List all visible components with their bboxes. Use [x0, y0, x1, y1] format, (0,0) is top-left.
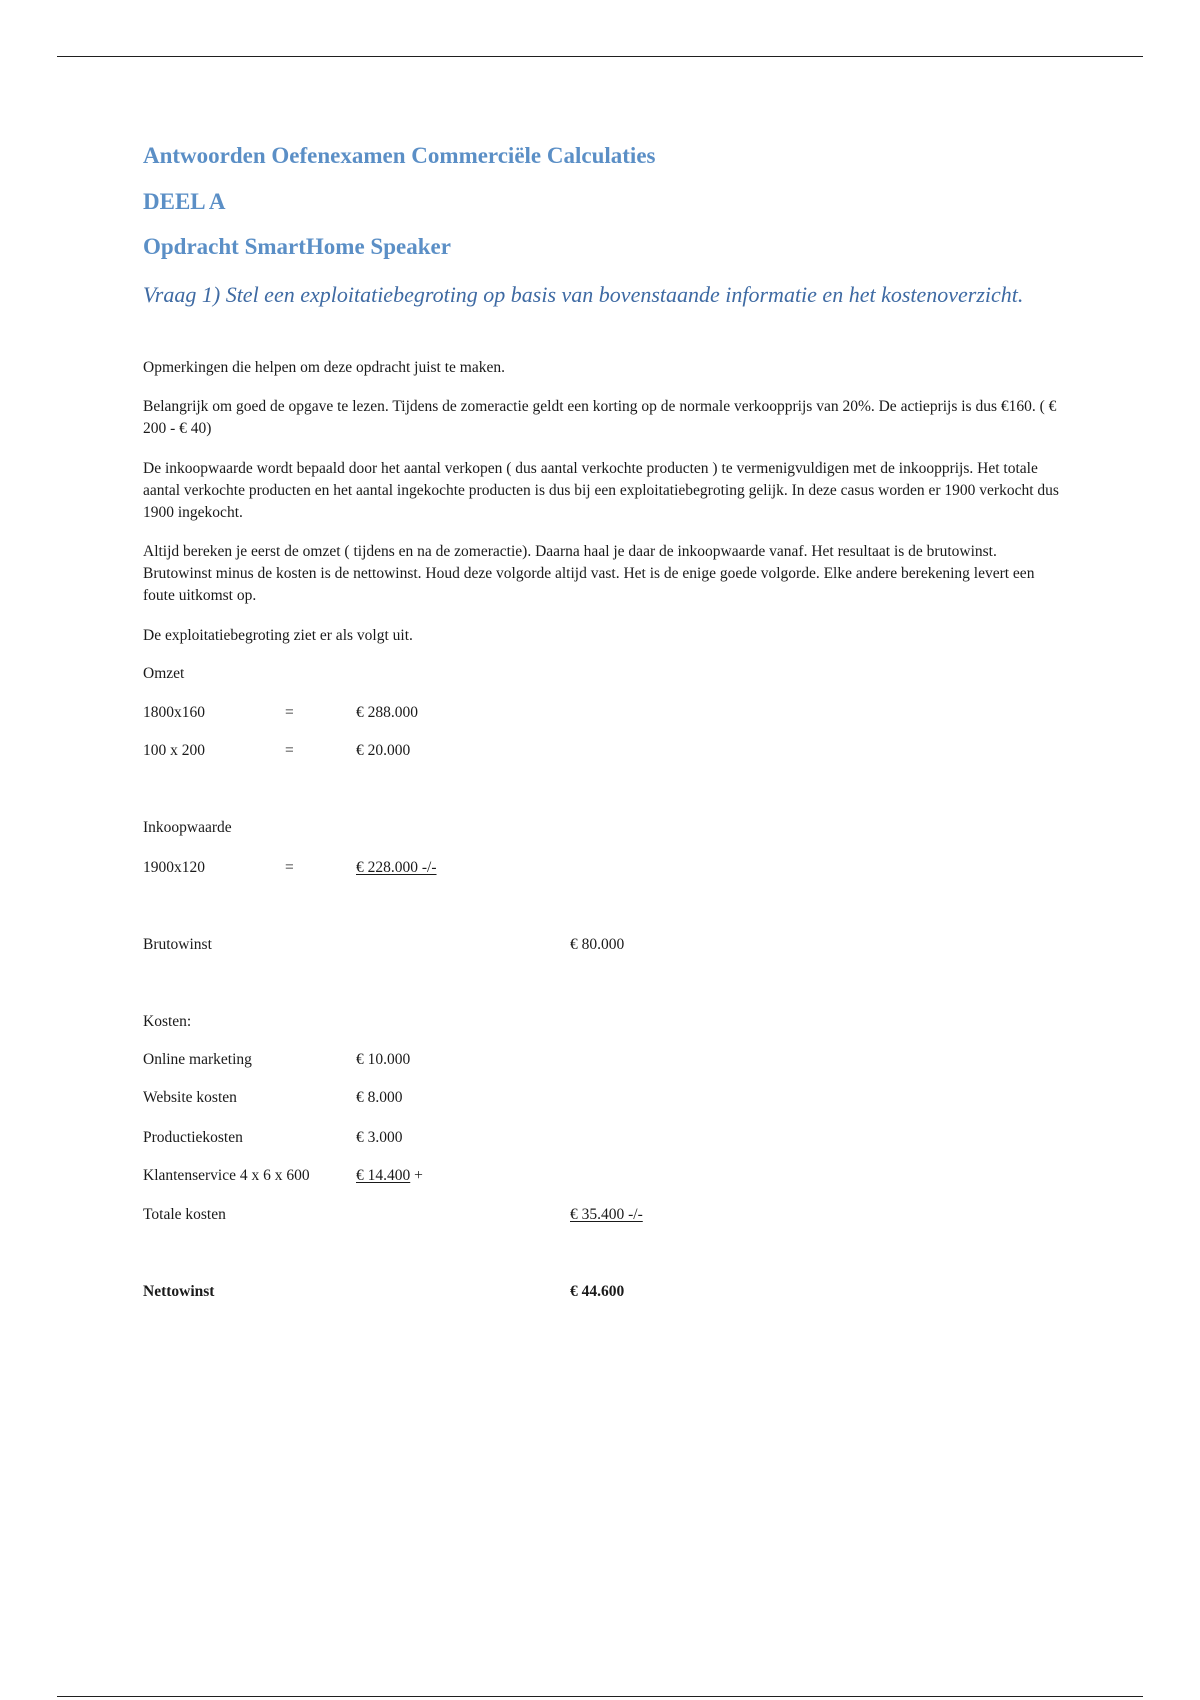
nettowinst-row: [143, 1281, 1063, 1303]
kosten-item-label: Productiekosten: [143, 1129, 243, 1146]
plus-sign: +: [414, 1167, 423, 1184]
part-heading: DEEL A: [143, 189, 226, 214]
kosten-item-label: Website kosten: [143, 1089, 237, 1106]
omzet-label: Omzet: [143, 665, 185, 682]
nettowinst-label: Nettowinst: [143, 1283, 215, 1300]
paragraph-intro-budget: De exploitatiebegroting ziet er als volgt uit.: [143, 627, 413, 644]
paragraph-action-price: Belangrijk om goed de opgave te lezen. Tijdens de zomeractie geldt een korting op de normale verkoopprijs van 20%. De actieprijs is dus €160. ( € 200 - € 40): [143, 398, 1057, 437]
kosten-row: [143, 1127, 1063, 1149]
header-rule: [57, 56, 1143, 57]
nettowinst-amount: € 44.600: [570, 1283, 625, 1300]
kosten-item-amount: € 3.000: [356, 1129, 403, 1146]
klantenservice-row: [143, 1165, 1063, 1187]
inkoop-label: Inkoopwaarde: [143, 819, 232, 836]
footer-rule: [57, 1696, 1143, 1697]
bruto-amount: € 80.000: [570, 936, 625, 953]
kosten-label-row: [143, 1011, 1063, 1033]
inkoop-label-row: [143, 817, 1063, 839]
kosten-label: Kosten:: [143, 1013, 192, 1030]
klantenservice-amount-wrap: [356, 1165, 423, 1187]
paragraph-purchase-value: De inkoopwaarde wordt bepaald door het aantal verkopen ( dus aantal verkochte producten ) te vermenigvuldigen met de inkoopprijs. Het totale aantal verkochte producten en het aantal ingekochte producten is dus bij een exploitatiebegroting gelijk. In deze casus worden er 1900 verkocht dus 1900 ingekocht.: [143, 460, 1059, 521]
omzet-amount: € 20.000: [356, 742, 411, 759]
omzet-calc: 100 x 200: [143, 742, 205, 759]
kosten-row: [143, 1049, 1063, 1071]
equals-sign: =: [285, 704, 294, 721]
bruto-row: [143, 934, 1063, 956]
bruto-label: Brutowinst: [143, 936, 212, 953]
kosten-item-amount: € 8.000: [356, 1089, 403, 1106]
omzet-amount: € 288.000: [356, 704, 418, 721]
omzet-calc: 1800x160: [143, 704, 205, 721]
inkoop-row: [143, 857, 1063, 879]
assignment-heading: Opdracht SmartHome Speaker: [143, 234, 451, 259]
kosten-item-amount: € 10.000: [356, 1051, 411, 1068]
equals-sign: =: [285, 742, 294, 759]
omzet-row: [143, 702, 1063, 724]
question-heading: Vraag 1) Stel een exploitatiebegroting op basis van bovenstaande informatie en het kostenoverzicht.: [143, 282, 1024, 307]
inkoop-calc: 1900x120: [143, 859, 205, 876]
totale-kosten-row: [143, 1204, 1063, 1226]
omzet-label-row: [143, 663, 1063, 685]
totale-kosten-label: Totale kosten: [143, 1206, 226, 1223]
totale-kosten-amount: € 35.400 -/-: [570, 1206, 643, 1223]
equals-sign: =: [285, 859, 294, 876]
inkoop-amount: € 228.000 -/-: [356, 859, 437, 876]
klantenservice-amount: € 14.400: [356, 1167, 411, 1184]
kosten-item-label: Online marketing: [143, 1051, 252, 1068]
document-title: Antwoorden Oefenexamen Commerciële Calculaties: [143, 143, 656, 168]
paragraph-calculation-order: Altijd bereken je eerst de omzet ( tijdens en na de zomeractie). Daarna haal je daar de inkoopwaarde vanaf. Het resultaat is de brutowinst. Brutowinst minus de kosten is de nettowinst. Houd deze volgorde altijd vast. Het is de enige goede volgorde. Elke andere berekening levert een foute uitkomst op.: [143, 543, 1035, 604]
omzet-row: [143, 740, 1063, 762]
kosten-row: [143, 1087, 1063, 1109]
klantenservice-label: Klantenservice 4 x 6 x 600: [143, 1167, 310, 1184]
paragraph-remarks: Opmerkingen die helpen om deze opdracht juist te maken.: [143, 359, 505, 376]
